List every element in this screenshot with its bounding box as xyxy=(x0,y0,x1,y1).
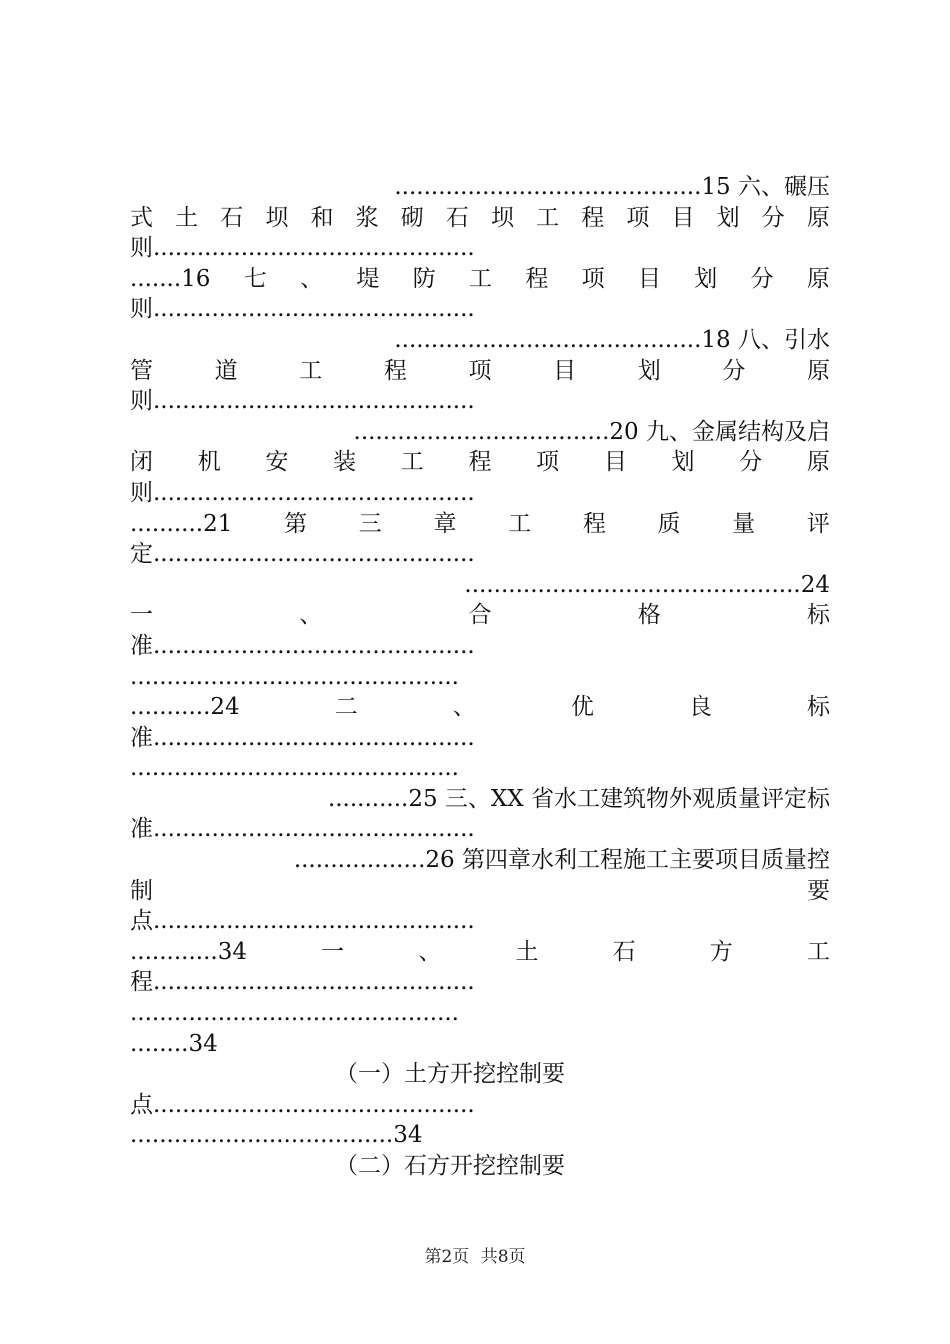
toc-line: ..............................................24 xyxy=(464,571,830,598)
toc-line: 则............................................ xyxy=(130,388,475,415)
toc-line: 点............................................ xyxy=(130,1091,475,1118)
toc-line: 则............................................ xyxy=(130,479,475,506)
toc-line: 一 、 合 格 标 xyxy=(130,602,830,629)
toc-line: 准............................................ xyxy=(130,724,475,751)
page-number: 第2页 xyxy=(424,1247,470,1267)
toc-line: 程............................................ xyxy=(130,969,475,996)
toc-line: ..........................................15 六、碾压 xyxy=(394,174,830,200)
toc-line: 制 要 xyxy=(130,877,830,904)
toc-line: 准............................................ xyxy=(130,632,475,659)
toc-line: ............................................. xyxy=(130,663,459,690)
toc-line: ............................................. xyxy=(130,1000,459,1027)
toc-line: 管 道 工 程 项 目 划 分 原 xyxy=(130,357,830,384)
page-total: 共8页 xyxy=(480,1247,526,1267)
toc-line: ..........21 第 三 章 工 程 质 量 评 xyxy=(130,510,830,537)
toc-line: .......16 七 、 堤 防 工 程 项 目 划 分 原 xyxy=(130,265,830,292)
toc-line: 定............................................ xyxy=(130,541,475,568)
toc-body xyxy=(130,172,830,1182)
toc-line: ........34 xyxy=(130,1030,218,1057)
toc-line: 则............................................ xyxy=(130,296,475,323)
page-footer xyxy=(0,1242,950,1267)
toc-line: 点............................................ xyxy=(130,908,475,935)
toc-line: ...........24 二 、 优 良 标 xyxy=(130,694,830,721)
toc-line: ....................................34 xyxy=(130,1122,423,1149)
toc-line: ..........................................18 八、引水 xyxy=(394,326,830,353)
toc-line: 则............................................ xyxy=(130,235,475,262)
toc-line: ...................................20 九、金属结构及启 xyxy=(353,418,830,445)
toc-line: ..................26 第四章水利工程施工主要项目质量控 xyxy=(293,847,830,874)
toc-line: 闭 机 安 装 工 程 项 目 划 分 原 xyxy=(130,449,830,476)
toc-line: ...........25 三、XX 省水工建筑物外观质量评定标 xyxy=(327,785,830,812)
toc-line: ............................................. xyxy=(130,755,459,782)
toc-line: ............34 一 、 土 石 方 工 xyxy=(130,938,830,965)
toc-line: 式 土 石 坝 和 浆 砌 石 坝 工 程 项 目 划 分 原 xyxy=(130,204,830,231)
toc-line: 准............................................ xyxy=(130,816,475,843)
toc-line: （二）石方开挖控制要 xyxy=(335,1153,565,1179)
toc-line: （一）土方开挖控制要 xyxy=(335,1061,565,1088)
